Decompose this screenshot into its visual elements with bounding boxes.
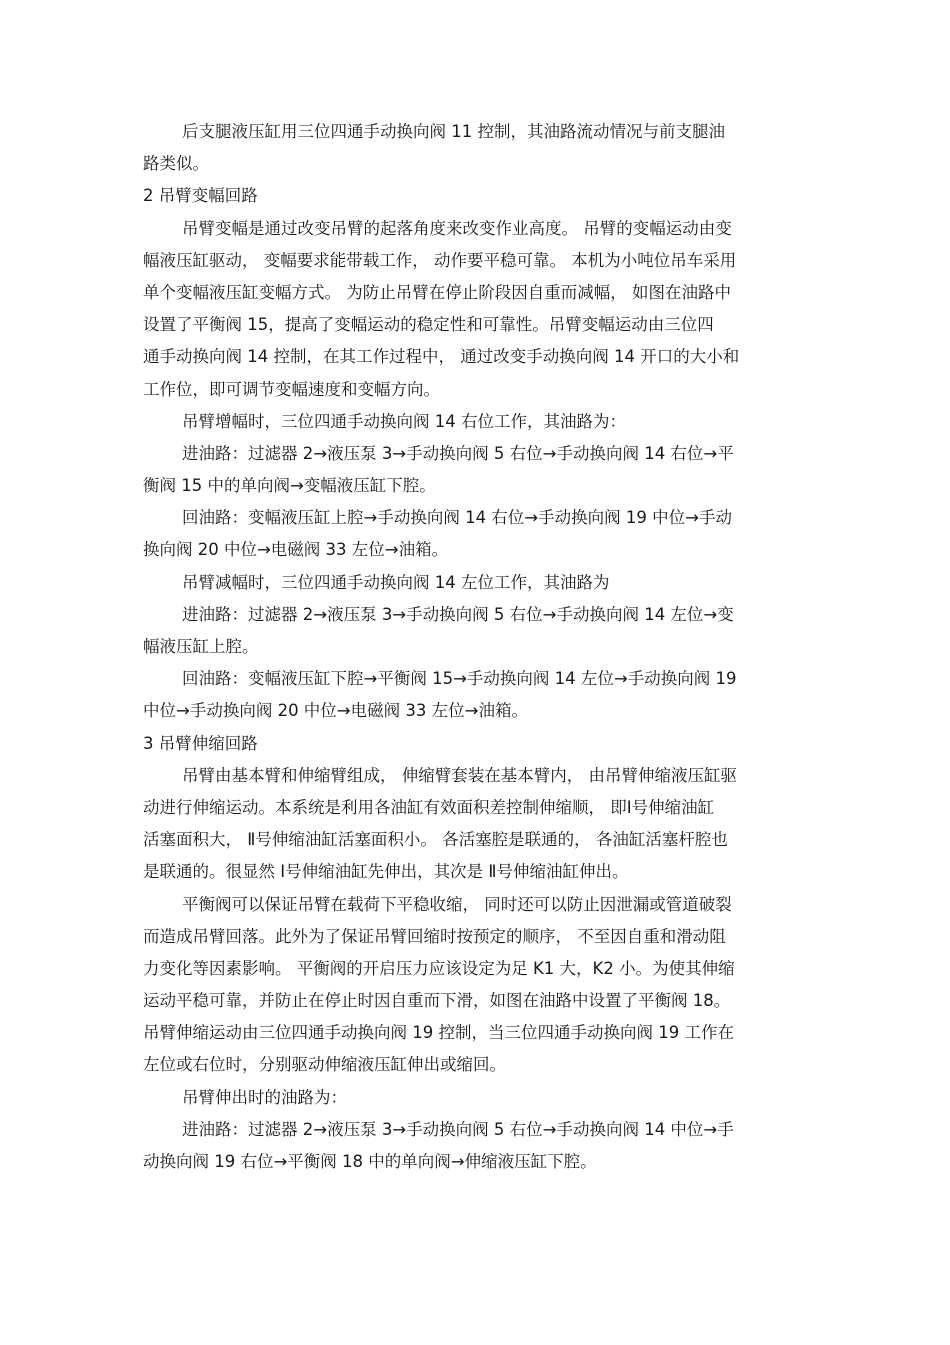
paragraph-line: 吊臂减幅时，三位四通手动换向阀 14 左位工作，其油路为 (182, 572, 610, 592)
paragraph-line: 衡阀 15 中的单向阀→变幅液压缸下腔。 (143, 476, 436, 496)
paragraph-line: 吊臂增幅时，三位四通手动换向阀 14 右位工作，其油路为： (182, 411, 626, 431)
paragraph-line: 平衡阀可以保证吊臂在载荷下平稳收缩， 同时还可以防止因泄漏或管道破裂 (182, 894, 732, 914)
paragraph-line: 动进行伸缩运动。本系统是利用各油缸有效面积差控制伸缩顺， 即Ⅰ号伸缩油缸 (143, 797, 715, 817)
paragraph-line: 是联通的。很显然 Ⅰ号伸缩油缸先伸出，其次是 Ⅱ号伸缩油缸伸出。 (143, 862, 629, 882)
paragraph-line: 通手动换向阀 14 控制，在其工作过程中， 通过改变手动换向阀 14 开口的大小和 (143, 347, 740, 367)
paragraph-line: 单个变幅液压缸变幅方式。 为防止吊臂在停止阶段因自重而减幅， 如图在油路中 (143, 282, 731, 302)
paragraph-line: 中位→手动换向阀 20 中位→电磁阀 33 左位→油箱。 (143, 701, 528, 721)
paragraph-line: 回油路：变幅液压缸上腔→手动换向阀 14 右位→手动换向阀 19 中位→手动 (182, 508, 732, 528)
paragraph-line: 进油路：过滤器 2→液压泵 3→手动换向阀 5 右位→手动换向阀 14 中位→手 (182, 1119, 734, 1139)
paragraph-line: 进油路：过滤器 2→液压泵 3→手动换向阀 5 右位→手动换向阀 14 左位→变 (182, 604, 734, 624)
paragraph-line: 活塞面积大， Ⅱ号伸缩油缸活塞面积小。 各活塞腔是联通的， 各油缸活塞杆腔也 (143, 830, 728, 850)
paragraph-line: 吊臂变幅是通过改变吊臂的起落角度来改变作业高度。 吊臂的变幅运动由变 (182, 218, 732, 238)
paragraph-line: 而造成吊臂回落。此外为了保证吊臂回缩时按预定的顺序， 不至因自重和滑动阻 (143, 926, 726, 946)
paragraph-line: 回油路：变幅液压缸下腔→平衡阀 15→手动换向阀 14 左位→手动换向阀 19 (182, 669, 737, 689)
paragraph-line: 进油路：过滤器 2→液压泵 3→手动换向阀 5 右位→手动换向阀 14 右位→平 (182, 443, 734, 463)
paragraph-line: 工作位，即可调节变幅速度和变幅方向。 (143, 379, 440, 399)
paragraph-line: 运动平稳可靠，并防止在停止时因自重而下滑，如图在油路中设置了平衡阀 18。 (143, 991, 731, 1011)
paragraph-line: 幅液压缸上腔。 (143, 637, 259, 656)
paragraph-line: 吊臂由基本臂和伸缩臂组成， 伸缩臂套装在基本臂内， 由吊臂伸缩液压缸驱 (182, 765, 737, 785)
section-heading: 3 吊臂伸缩回路 (143, 733, 258, 753)
paragraph-line: 幅液压缸驱动， 变幅要求能带载工作， 动作要平稳可靠。 本机为小吨位吊车采用 (143, 250, 737, 270)
paragraph-line: 后支腿液压缸用三位四通手动换向阀 11 控制，其油路流动情况与前支腿油 (182, 122, 725, 141)
paragraph-line: 力变化等因素影响。 平衡阀的开启压力应该设定为足 K1 大，K2 小。为使其伸缩 (143, 958, 735, 978)
paragraph-line: 吊臂伸缩运动由三位四通手动换向阀 19 控制，当三位四通手动换向阀 19 工作在 (143, 1023, 734, 1043)
section-heading: 2 吊臂变幅回路 (143, 186, 258, 206)
paragraph-line: 换向阀 20 中位→电磁阀 33 左位→油箱。 (143, 540, 449, 560)
paragraph-line: 吊臂伸出时的油路为： (182, 1087, 347, 1107)
paragraph-line: 路类似。 (143, 154, 209, 174)
paragraph-line: 动换向阀 19 右位→平衡阀 18 中的单向阀→伸缩液压缸下腔。 (143, 1152, 597, 1171)
paragraph-line: 左位或右位时，分别驱动伸缩液压缸伸出或缩回。 (143, 1055, 506, 1075)
body-text (143, 116, 813, 1178)
paragraph-line: 设置了平衡阀 15，提高了变幅运动的稳定性和可靠性。吊臂变幅运动由三位四 (143, 315, 714, 335)
